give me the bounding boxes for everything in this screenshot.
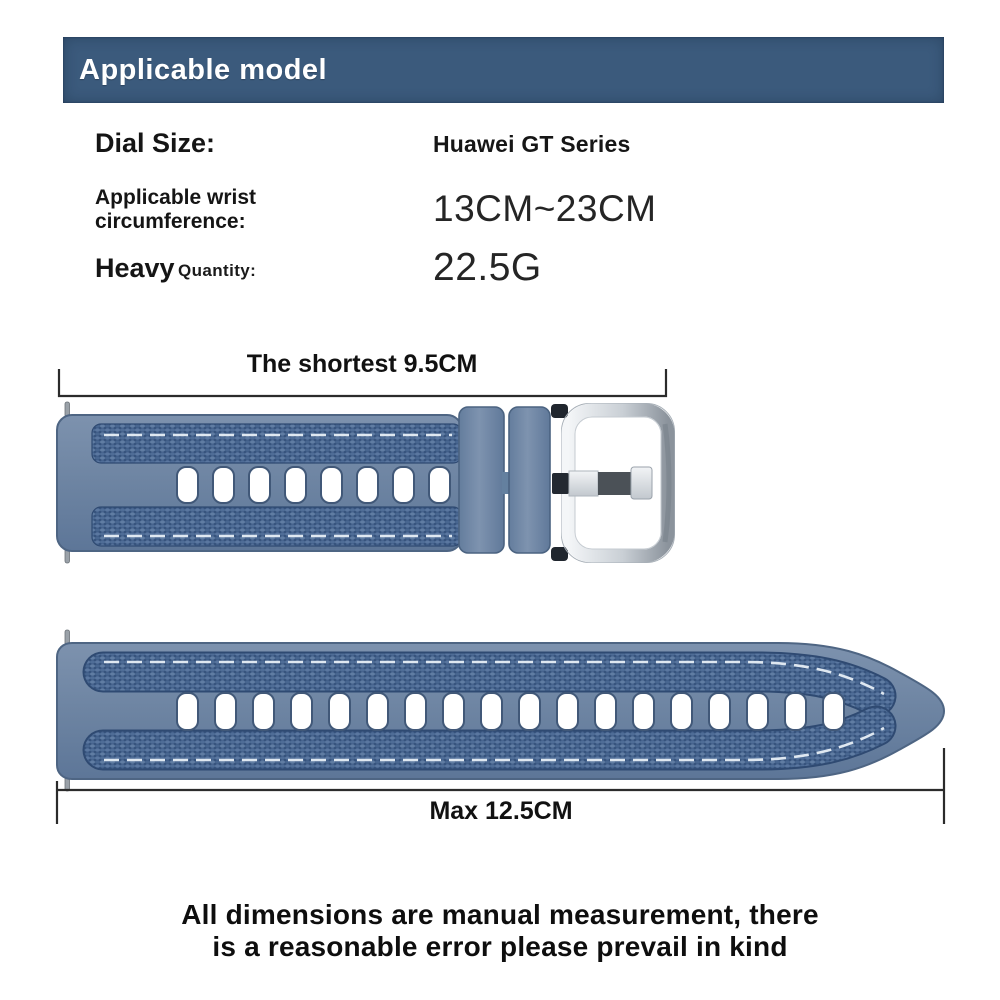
short-strap-image <box>57 402 675 563</box>
disclaimer-line-2: is a reasonable error please prevail in kind <box>212 931 788 963</box>
spec-value-dial-size: Huawei GT Series <box>433 131 631 157</box>
spring-pin <box>65 402 70 417</box>
shortest-length-label: The shortest 9.5CM <box>246 350 478 378</box>
spec-value-wrist-circumference: 13CM~23CM <box>433 188 657 229</box>
section-title: Applicable model <box>79 53 328 86</box>
disclaimer-line-1: All dimensions are manual measurement, there <box>181 899 819 930</box>
max-length-label: Max 12.5CM <box>429 797 573 825</box>
disclaimer-text <box>0 899 1000 964</box>
spec-label-wrist-circumference: Applicable wrist circumference: <box>95 186 257 233</box>
spec-label-dial-size: Dial Size: <box>95 128 216 158</box>
spec-value-weight: 22.5G <box>433 246 542 289</box>
long-strap-image <box>57 630 944 791</box>
section-header-banner <box>63 37 944 103</box>
spring-pin <box>65 630 70 645</box>
strap-holes <box>177 467 450 503</box>
spring-pin <box>65 776 70 791</box>
strap-holes <box>177 693 844 730</box>
spring-pin <box>65 548 70 563</box>
buckle-graphic <box>551 404 675 563</box>
spec-sublabel-quantity: Quantity: <box>178 261 257 280</box>
keeper-loops <box>459 407 550 553</box>
spec-label-weight: Heavy <box>95 253 175 283</box>
